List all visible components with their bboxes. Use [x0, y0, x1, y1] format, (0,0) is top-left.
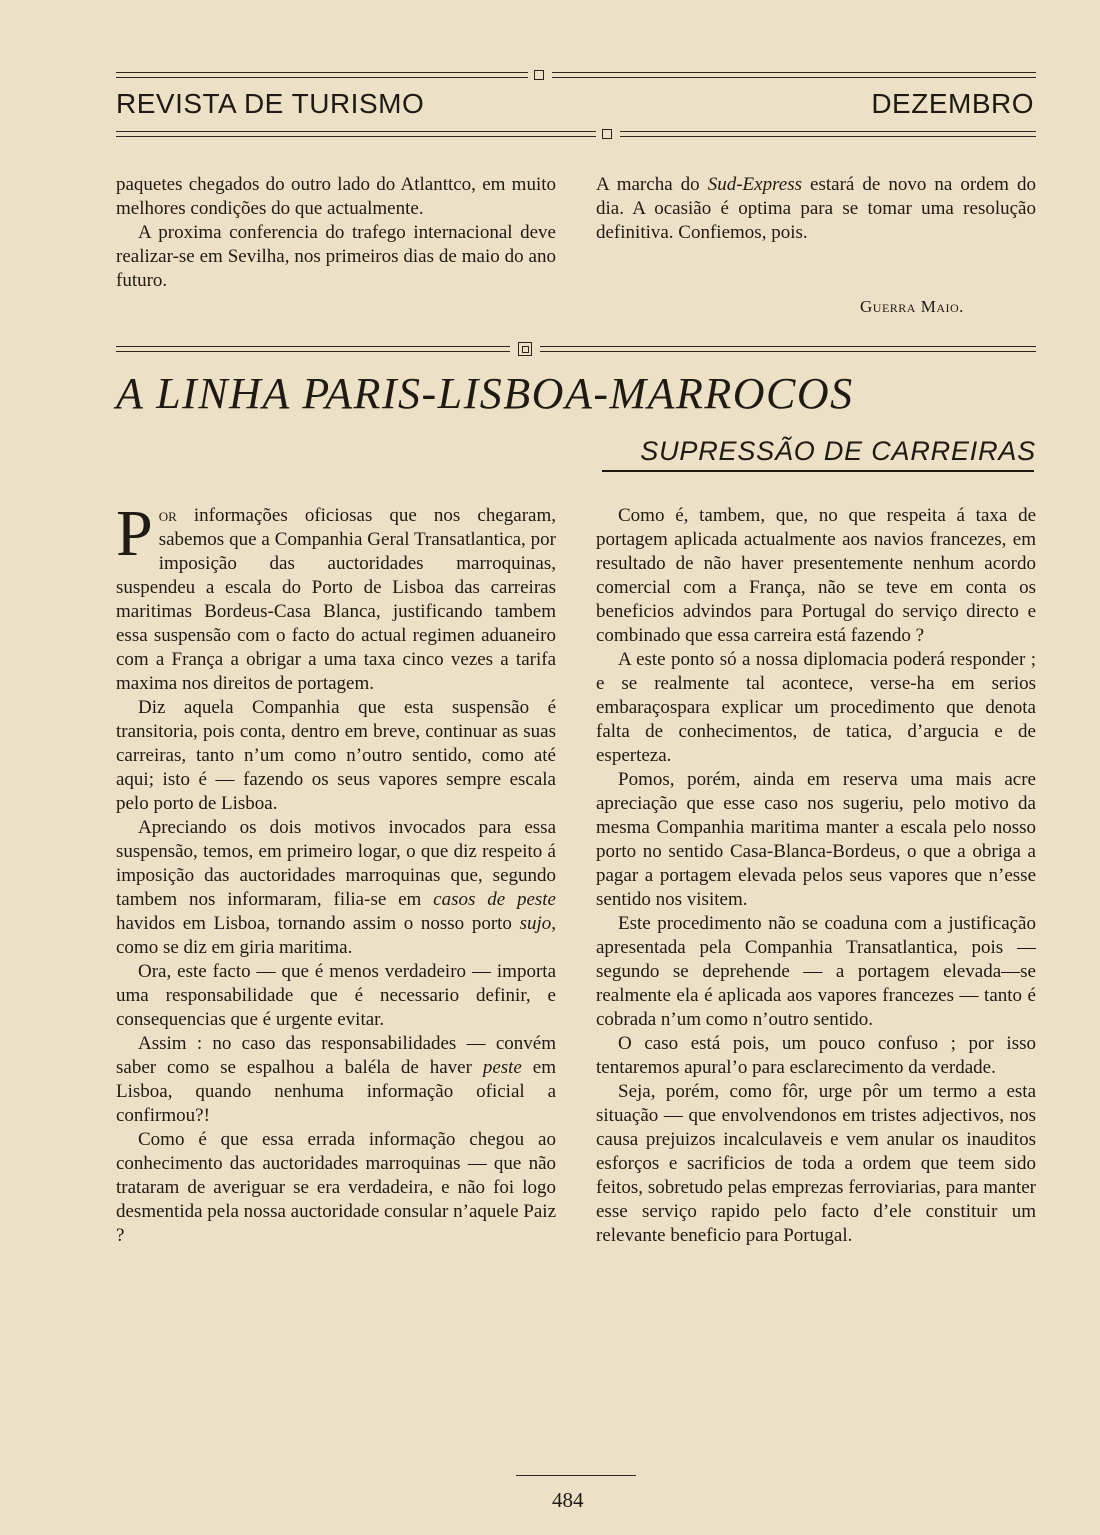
text-run: em Lisboa, quando nenhuma informação oficial a confirmou?! [116, 1057, 556, 1126]
page-number: 484 [552, 1488, 584, 1512]
emphasis: peste [482, 1057, 522, 1078]
text-run: havidos em Lisboa, tornando assim o nosso porto [116, 913, 520, 934]
section-divider-right [540, 346, 1036, 352]
paragraph [116, 497, 556, 696]
paragraph: Como é, tambem, que, no que respeita á taxa de portagem aplicada actualmente aos navios francezes, em resultado de não haver presentemente nenhum acordo comercial com a França, não se teve em conta os beneficios advindos para Portugal do serviço directo e combinado que essa carreira está fazendo ? [596, 505, 1036, 646]
previous-article-left-column [116, 173, 556, 293]
paragraph: Como é que essa errada informação chegou ao conhecimento das auctoridades marroquinas — que não trataram de averiguar se era verdadeira, e não foi logo desmentida pela nossa auctoridade consular n’aquele Paiz ? [116, 1129, 556, 1246]
text-run: , como se diz em giria maritima. [116, 913, 556, 958]
emphasis: casos de peste [433, 889, 556, 910]
text-run: informações oficiosas que nos chegaram, sabemos que a Companhia Geral Transatlantica, por imposição das auctoridades marroquinas, suspendeu a escala do Porto de Lisboa das carreiras maritimas Bordeus-Casa Blanca, justificando tambem essa suspensão com o facto do actual regimen aduaneiro com a França a obrigar a uma taxa cinco vezes a tarifa maxima nos direitos de portagem. [116, 505, 556, 694]
footer-rule [516, 1475, 636, 1476]
header-bottom-rule-right [620, 131, 1036, 137]
running-title-right: DEZEMBRO [871, 88, 1034, 119]
header-top-ornament [534, 70, 544, 80]
paragraph: Pomos, porém, ainda em reserva uma mais acre apreciação que esse caso nos sugeriu, pelo motivo da mesma Companhia maritima manter a escala pelo nosso porto no sentido Casa-Blanca-Bordeus, o que a obriga a pagar a portagem elevada pelos seus vapores que n’esse sentido nos visitem. [596, 769, 1036, 910]
first-word: or [158, 505, 177, 526]
article-left-column [116, 497, 556, 1248]
section-divider-ornament [518, 342, 532, 356]
article-title: A LINHA PARIS-LISBOA-MARROCOS [116, 369, 854, 418]
paragraph: Seja, porém, como fôr, urge pôr um termo a esta situação — que envolvendonos em tristes adjectivos, nos causa prejuizos incalculaveis e vem anular os inauditos esforços e sacrificios de toda a ordem que teem sido feitos, sobretudo pelas emprezas ferroviarias, para manter esse serviço rapido pelo facto d’ele constituir um relevante beneficio para Portugal. [596, 1081, 1036, 1246]
paragraph [116, 1032, 556, 1128]
paragraph [596, 173, 1036, 245]
header-top-rule-right [552, 72, 1036, 78]
paragraph: A este ponto só a nossa diplomacia poderá responder ; e se realmente tal acontece, verse-ha em serios embaraçospara explicar um procedimento que denota falta de conhecimentos, de tatica, d’argucia e de esperteza. [596, 649, 1036, 766]
running-title-left: REVISTA DE TURISMO [116, 88, 425, 119]
previous-article-right-column [596, 173, 1036, 245]
section-divider-left [116, 346, 510, 352]
article-subtitle: SUPRESSÃO DE CARREIRAS [640, 436, 1036, 466]
text-run: A marcha do [596, 174, 708, 195]
header-top-rule-left [116, 72, 528, 78]
paragraph [116, 816, 556, 960]
paragraph: Diz aquela Companhia que esta suspensão é transitoria, pois conta, dentro em breve, continuar as suas carreiras, tanto n’um como n’outro sentido, como até aqui; isto é — fazendo os seus vapores sempre escala pelo porto de Lisboa. [116, 697, 556, 814]
paragraph: Ora, este facto — que é menos verdadeiro — importa uma responsabilidade que é necessario definir, e consequencias que é urgente evitar. [116, 961, 556, 1030]
paragraph: Este procedimento não se coaduna com a justificação apresentada pela Companhia Transatlantica, pois — segundo se deprehende — a portagem elevada—se realmente ela é aplicada aos vapores francezes — tanto é cobrada n’um como n’outro sentido. [596, 913, 1036, 1030]
article-right-column [596, 504, 1036, 1248]
paragraph: A proxima conferencia do trafego internacional deve realizar-se em Sevilha, nos primeiros dias de maio do ano futuro. [116, 222, 556, 291]
subtitle-underline [602, 470, 1034, 472]
signature-text: Guerra Maio. [860, 297, 964, 316]
text-run: Apreciando os dois motivos invocados para essa suspensão, temos, em primeiro logar, o que diz respeito á imposição das auctoridades marroquinas que, segundo tambem nos informaram, filia-se em [116, 817, 556, 910]
paragraph: O caso está pois, um pouco confuso ; por isso tentaremos apural’o para esclarecimento da verdade. [596, 1033, 1036, 1078]
paragraph: paquetes chegados do outro lado do Atlanttco, em muito melhores condições do que actualmente. [116, 174, 556, 219]
text-run: Assim : no caso das responsabilidades — convém saber como se espalhou a baléla de haver [116, 1033, 556, 1078]
drop-cap: P [116, 497, 153, 570]
text-run: estará de novo na ordem do dia. A ocasião é optima para se tomar uma resolução definitiva. Confiemos, pois. [596, 174, 1036, 243]
emphasis: sujo [519, 913, 552, 934]
emphasis: Sud-Express [707, 174, 802, 195]
author-signature [860, 297, 964, 317]
header-bottom-ornament [602, 129, 612, 139]
header-bottom-rule-left [116, 131, 596, 137]
